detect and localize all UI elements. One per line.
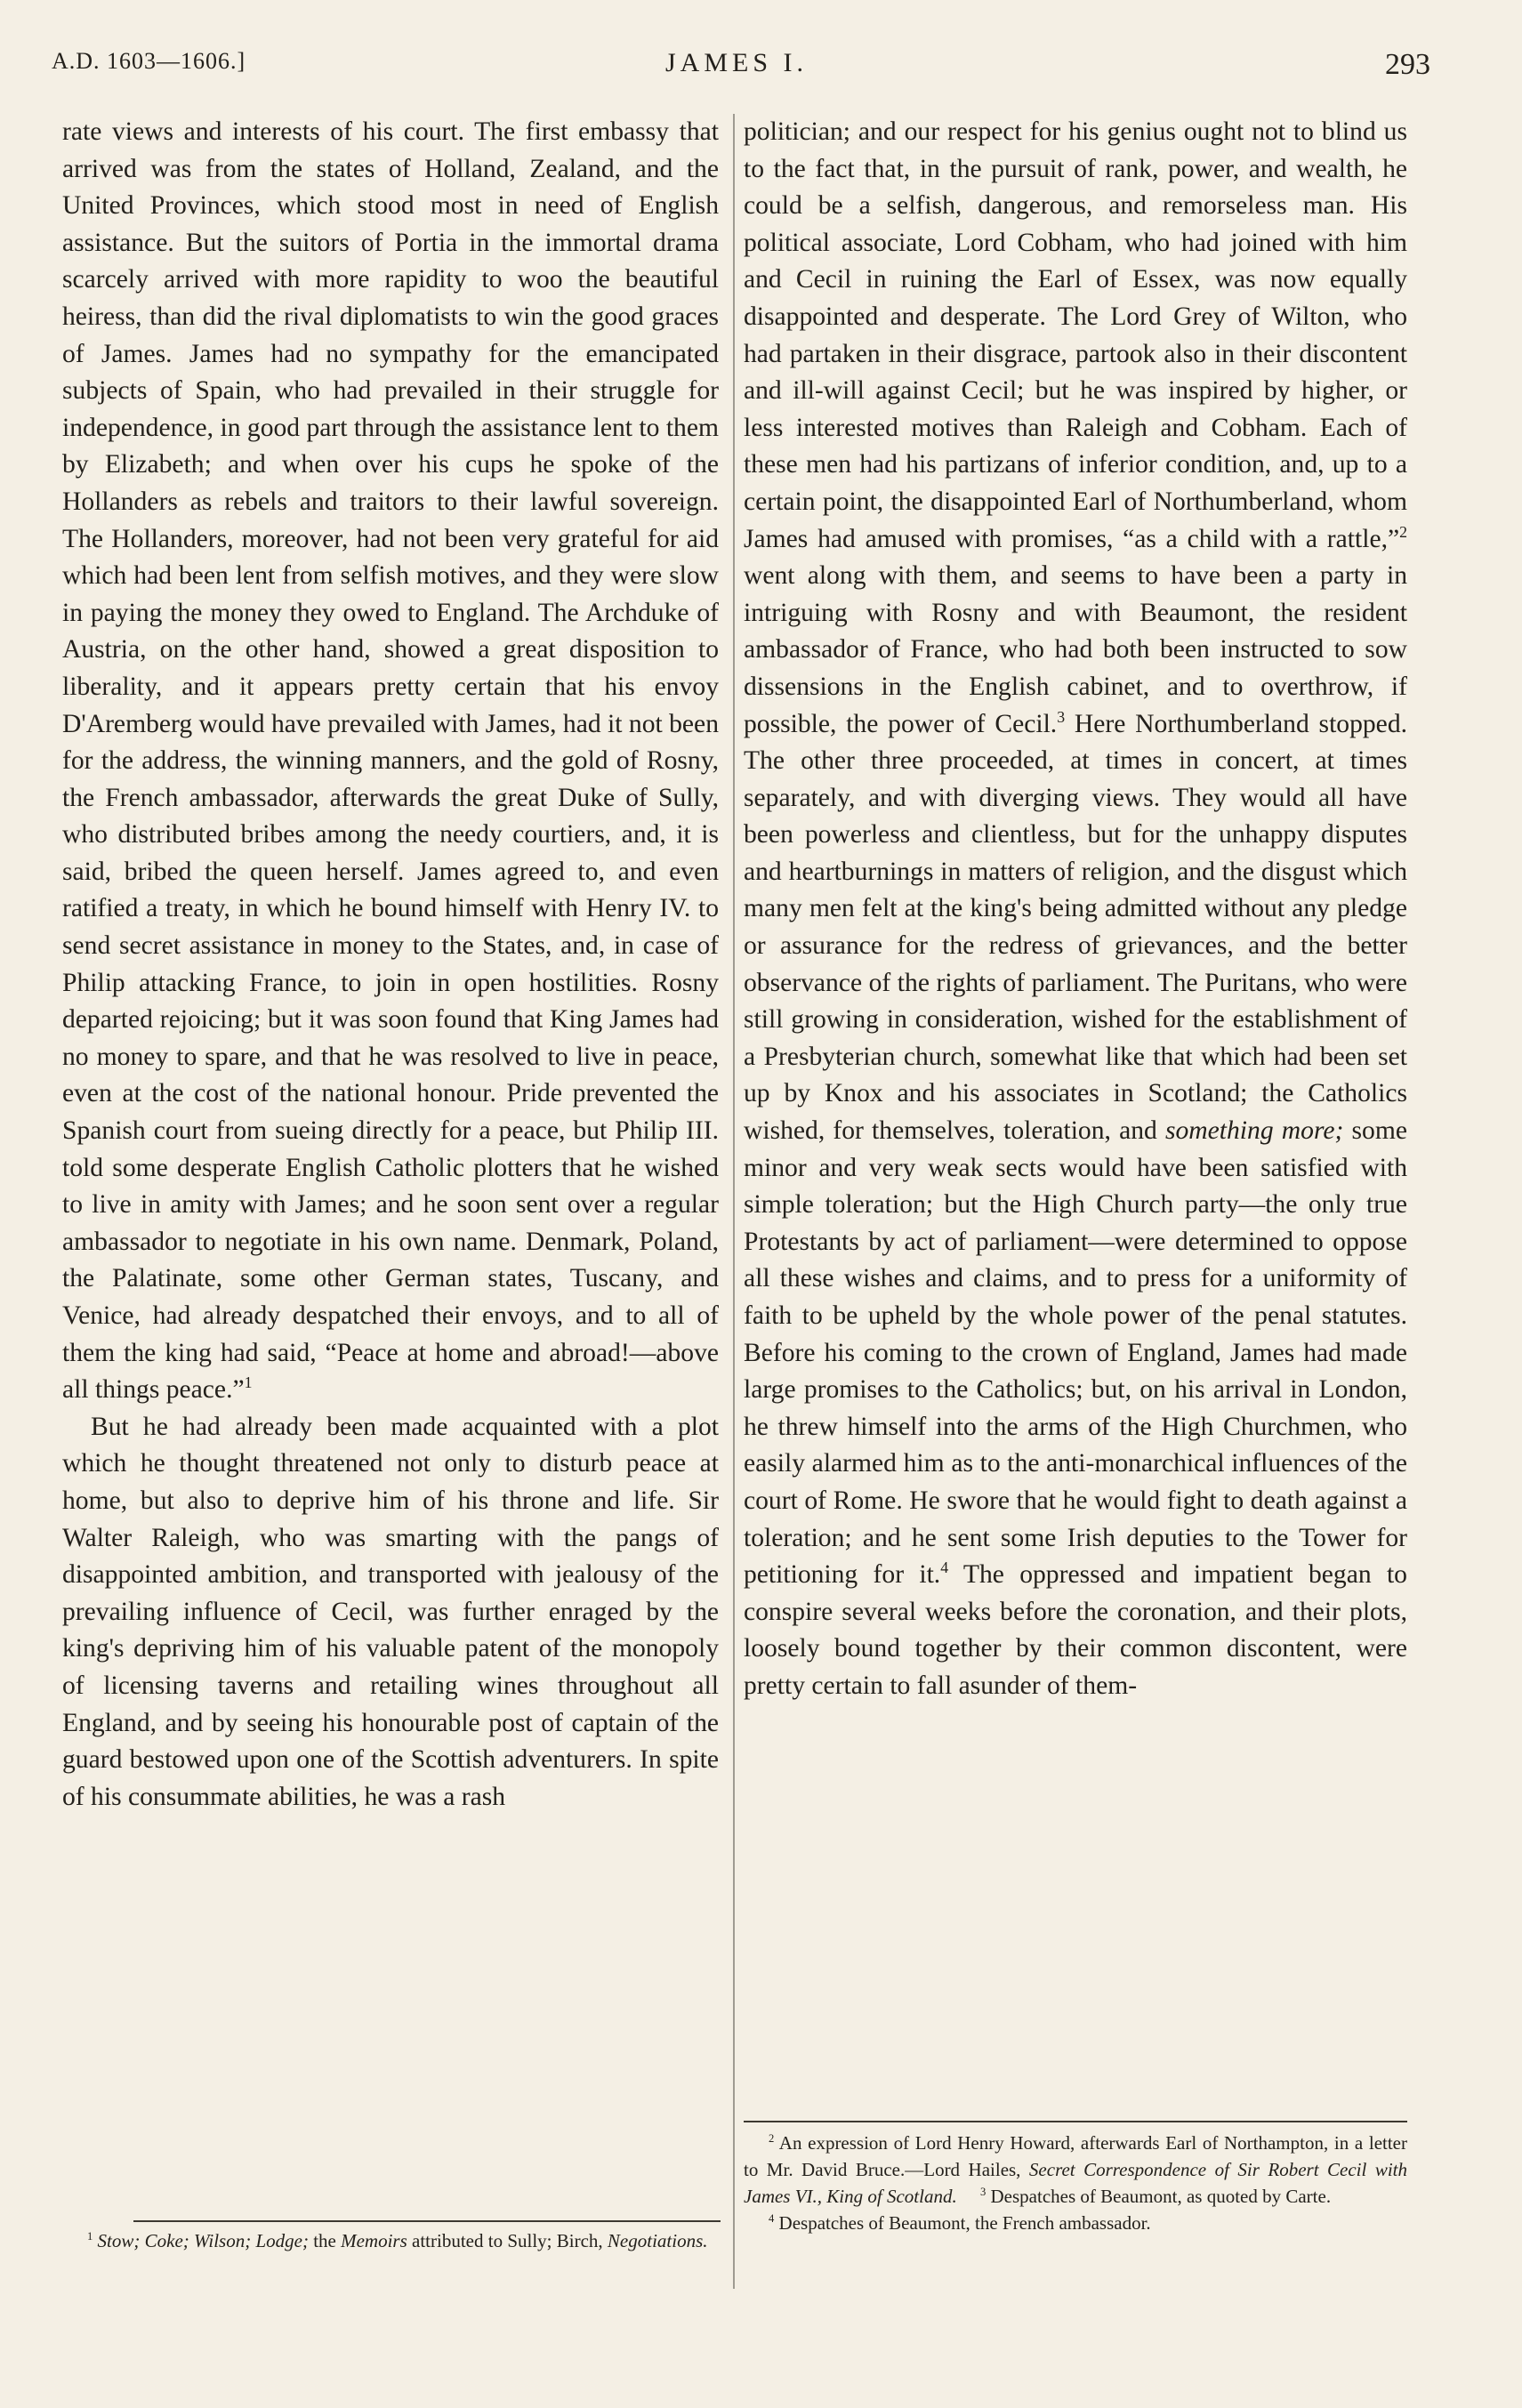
left-paragraph-2: But he had already been made acquainted with a plot which he thought threatened not only to disturb peace at home, but also to deprive him of his throne and life. Sir Walter Raleigh, who was smarting with the pangs of disappointed ambition, and transported with jealousy of the prevailing influence of Cecil, was further enraged by the king's depriving him of his valuable patent of the monopoly of licensing taverns and retailing wines throughout all England, and by seeing his honourable post of captain of the guard bestowed upon one of the Scottish adventurers. In spite of his consummate abilities, he was a rash <box>62 1412 719 1811</box>
header-title: JAMES I. <box>665 48 809 77</box>
footnotes-left <box>62 2227 721 2254</box>
footnote-rule-right <box>744 2121 1407 2122</box>
left-paragraph-1: rate views and interests of his court. The first embassy that arrived was from the states of Holland, Zealand, and the United Provinces, which stood most in need of English assistance. But the suitors of Portia in the immortal drama scarcely arrived with more rapidity to woo the beautiful heiress, than did the rival diplomatists to win the good graces of James. James had no sympathy for the emancipated subjects of Spain, who had prevailed in their struggle for independence, in good part through the assistance lent to them by Elizabeth; and when over his cups he spoke of the Hollanders as rebels and traitors to their lawful sovereign. The Hollanders, moreover, had not been very grateful for aid which had been lent from selfish motives, and they were slow in paying the money they owed to England. The Archduke of Austria, on the other hand, showed a great disposition to liberality, and it appears pretty certain that his envoy D'Aremberg would have prevailed with James, had it not been for the address, the winning manners, and the gold of Rosny, the French ambassador, afterwards the great Duke of Sully, who distributed bribes among the needy courtiers, and, it is said, bribed the queen herself. James agreed to, and even ratified a treaty, in which he bound himself with Henry IV. to send secret assistance in money to the States, and, in case of Philip attacking France, to join in open hostilities. Rosny departed rejoicing; but it was soon found that King James had no money to spare, and that he was resolved to live in peace, even at the cost of the national honour. Pride prevented the Spanish court from sueing directly for a peace, but Philip III. told some desperate English Catholic plotters that he wished to live in amity with James; and he soon sent over a regular ambassador to negotiate in his own name. Denmark, Poland, the Palatinate, some other German states, Tuscany, and Venice, had already despatched their envoys, and to all of them the king had said, “Peace at home and abroad!—above all things peace.”$^1$ <box>62 117 719 1405</box>
page-number: 293 <box>1385 48 1430 81</box>
footnote-3: Despatches of Beaumont, as quoted by Carte. <box>986 2186 1332 2207</box>
running-header <box>52 48 1430 93</box>
footnote-3-num: 3 <box>979 2186 986 2198</box>
footnotes-right <box>744 2130 1407 2236</box>
left-column <box>62 114 719 1816</box>
right-column <box>744 114 1407 1705</box>
footnote-ref-4[interactable]: 4 <box>940 1558 949 1577</box>
footnote-ref-2[interactable]: 2 <box>1399 522 1407 541</box>
footnote-2: $^2$ An expression of Lord Henry Howard, afterwards Earl of Northampton, in a letter to Mr. David Bruce.—Lord Hailes, Secret Correspondence of Sir Robert Cecil with James VI., King of Scotland. $^3$ Despatches of Beaumont, as quoted by Carte. <box>744 2132 1407 2207</box>
footnote-rule-left <box>133 2220 721 2222</box>
header-date-range: A.D. 1603—1606.] <box>52 48 246 74</box>
footnote-4: $^4$ Despatches of Beaumont, the French ambassador. <box>769 2212 1151 2234</box>
footnote-ref-3[interactable]: 3 <box>1057 707 1066 726</box>
footnote-1: $^1$ Stow; Coke; Wilson; Lodge; the Memoirs attributed to Sully; Birch, Negotiations. <box>87 2230 708 2251</box>
right-paragraph: politician; and our respect for his genius ought not to blind us to the fact that, in the pursuit of rank, power, and wealth, he could be a selfish, dangerous, and remorseless man. His political associate, Lord Cobham, who had joined with him and Cecil in ruining the Earl of Essex, was now equally disappointed and desperate. The Lord Grey of Wilton, who had partaken in their disgrace, partook also in their discontent and ill-will against Cecil; but he was inspired by higher, or less interested motives than Raleigh and Cobham. Each of these men had his partizans of inferior condition, and, up to a certain point, the disappointed Earl of Northumberland, whom James had amused with promises, “as a child with a rattle,”$^2$ went along with them, and seems to have been a party in intriguing with Rosny and with Beaumont, the resident ambassador of France, who had both been instructed to sow dissensions in the English cabinet, and to overthrow, if possible, the power of Cecil.$^3$ Here Northumberland stopped. The other three proceeded, at times in concert, at times separately, and with diverging views. They would all have been powerless and clientless, but for the unhappy disputes and heartburnings in matters of religion, and the disgust which many men felt at the king's being admitted without any pledge or assurance for the redress of grievances, and the better observance of the rights of parliament. The Puritans, who were still growing in consideration, wished for the establishment of a Presbyterian church, somewhat like that which had been set up by Knox and his associates in Scotland; the Catholics wished, for themselves, toleration, and something more; some minor and very weak sects would have been satisfied with simple toleration; but the High Church party—the only true Protestants by act of parliament—were determined to oppose all these wishes and claims, and to press for a uniformity of faith to be upheld by the whole power of the penal statutes. Before his coming to the crown of England, James had made large promises to the Catholics; but, on his arrival in London, he threw himself into the arms of the High Churchmen, who easily alarmed him as to the anti-monarchical influences of the court of Rome. He swore that he would fight to death against a toleration; and he sent some Irish deputies to the Tower for petitioning for it.$^4$ The oppressed and impatient began to conspire several weeks before the coronation, and their plots, loosely bound together by their common discontent, were pretty certain to fall asunder of them- <box>744 117 1408 1700</box>
footnote-ref-1[interactable]: 1 <box>244 1373 253 1392</box>
column-divider <box>733 114 735 2289</box>
italic-phrase: something more; <box>1164 1116 1344 1146</box>
